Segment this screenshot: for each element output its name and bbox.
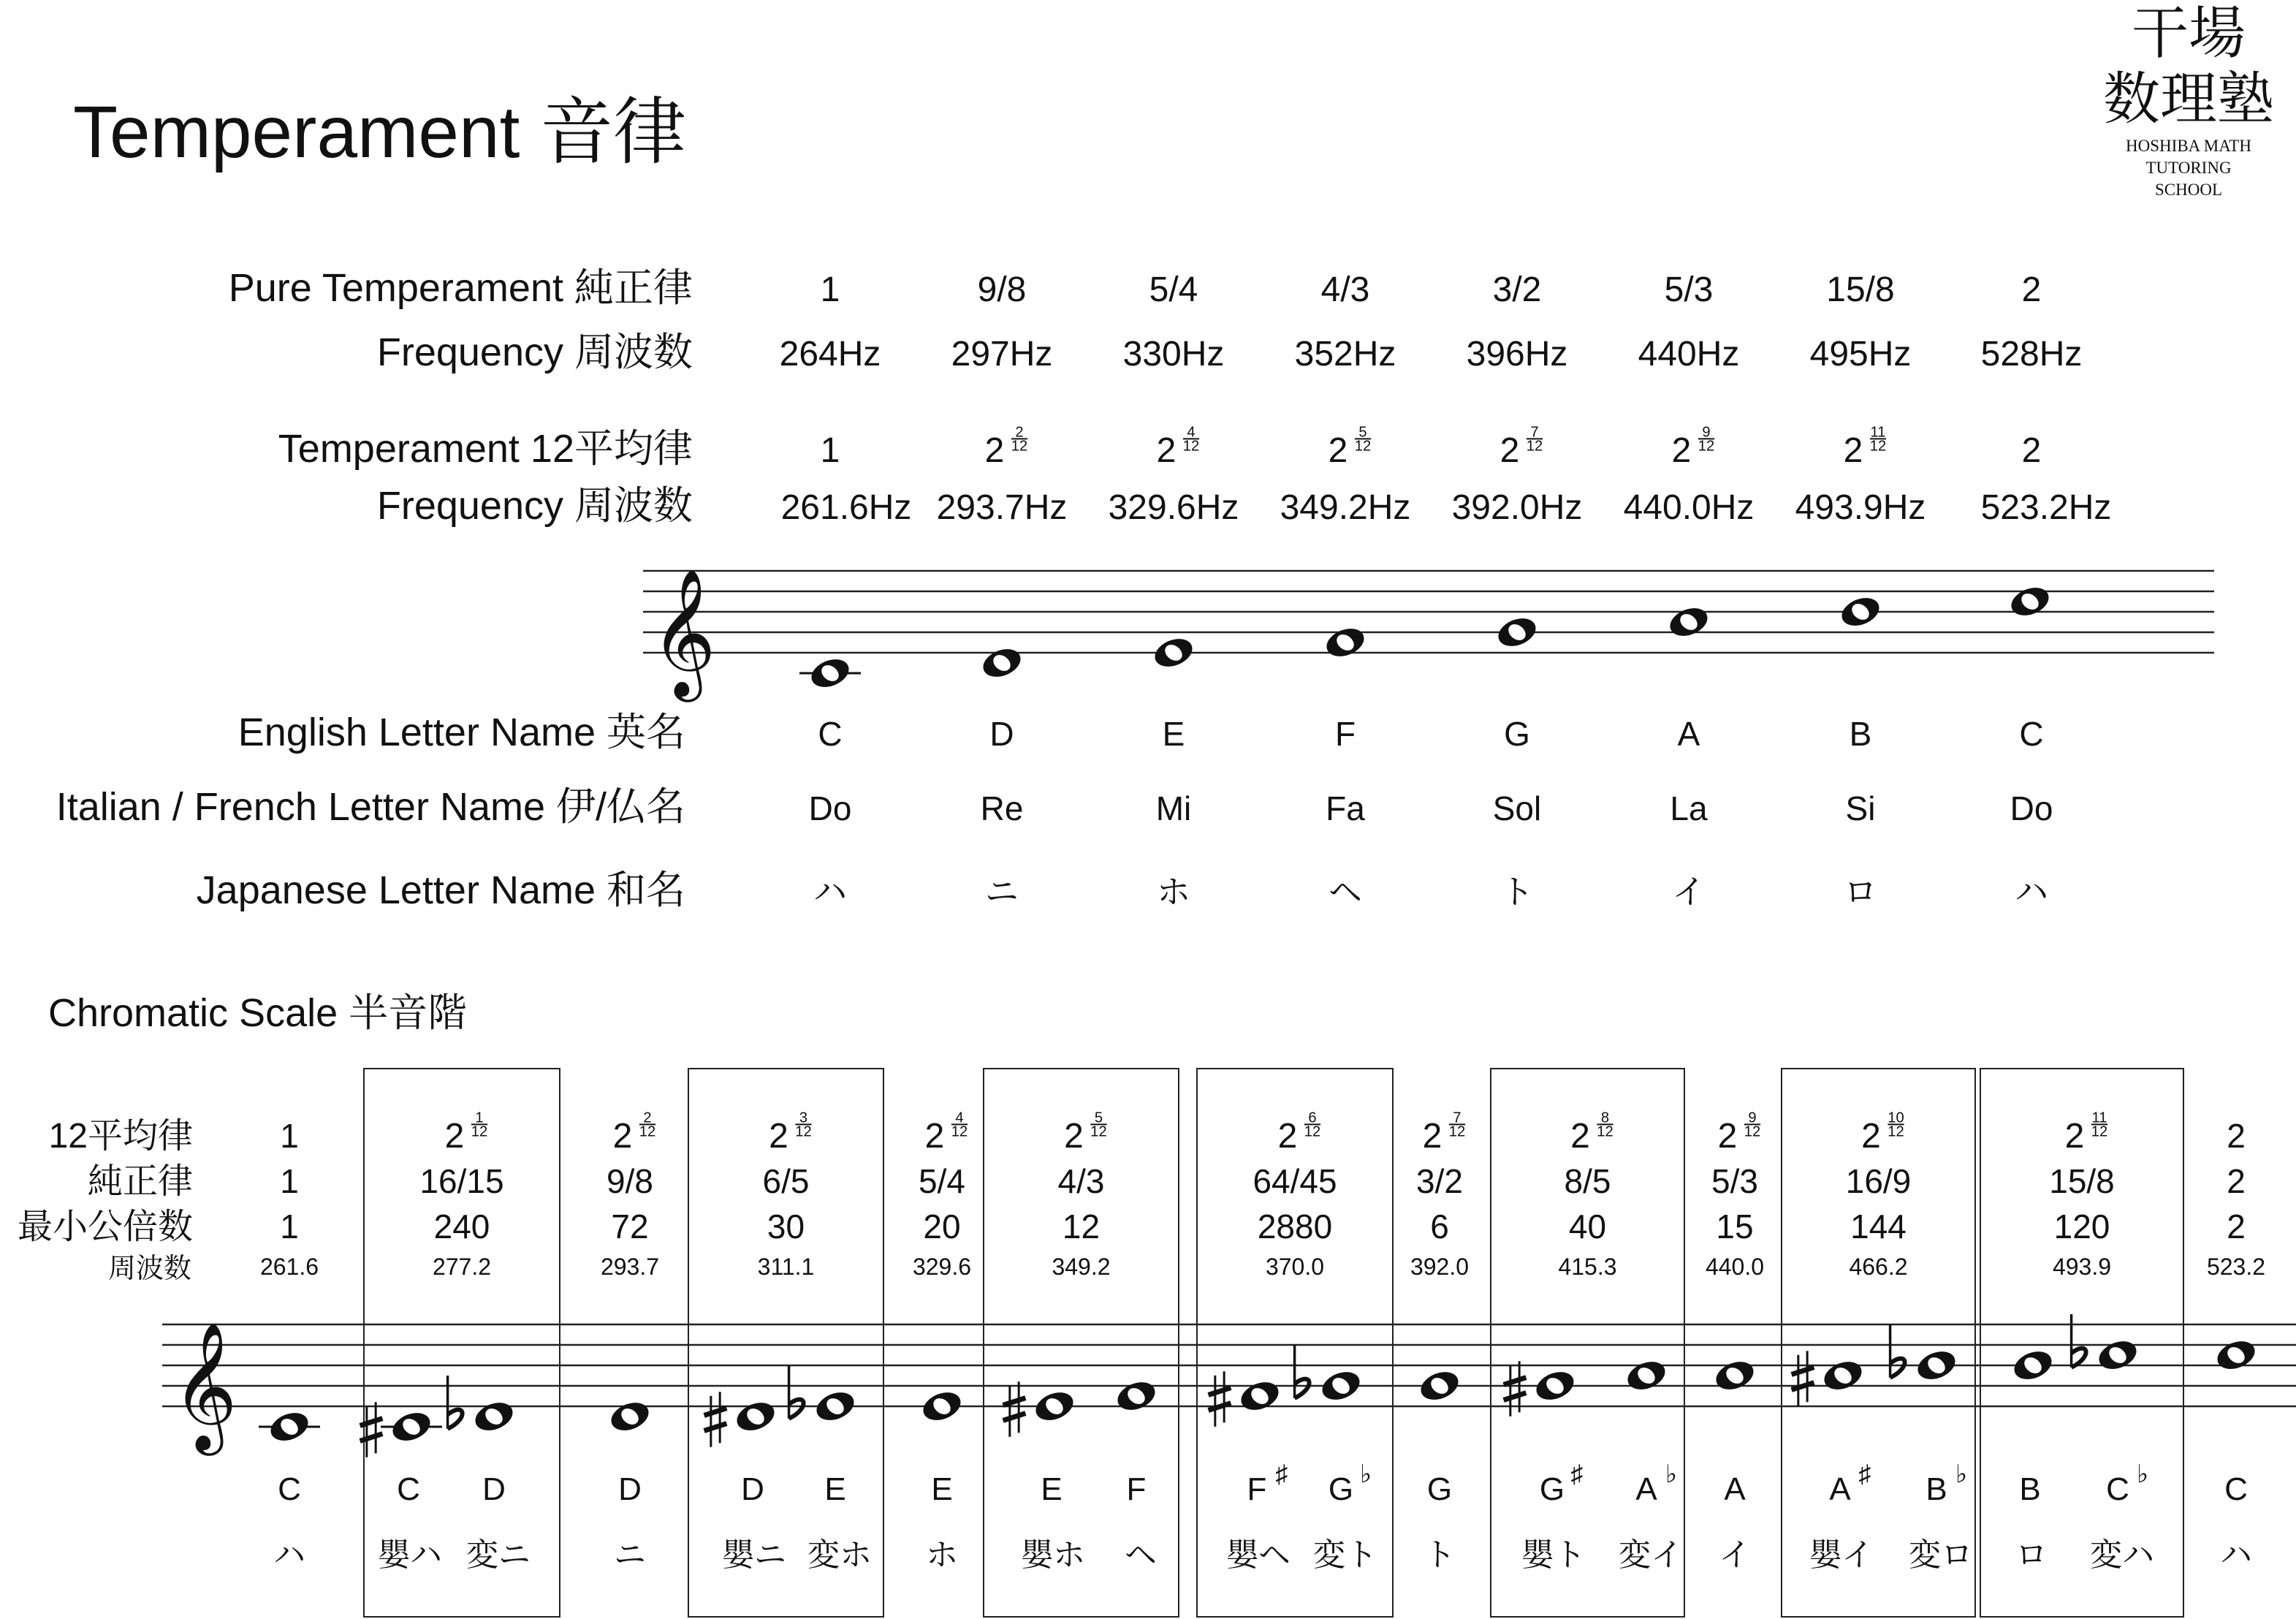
chromatic-col-4-equal-power <box>769 1110 812 1156</box>
chromatic-col-1-freq: 261.6 <box>259 1254 319 1280</box>
chromatic-col-11-sharp-icon-bar1 <box>1792 1368 1814 1375</box>
label-english-name: English Letter Name 英名 <box>237 710 685 754</box>
major-col-3-english: E <box>1162 715 1185 753</box>
chromatic-col-8-pure-ratio: 3/2 <box>1416 1162 1463 1200</box>
chromatic-col-9-note-1 <box>1532 1367 1578 1405</box>
logo-line1: 干場 <box>2131 1 2246 65</box>
chromatic-col-2-equal-power-exp-den: 12 <box>471 1123 488 1140</box>
major-col-1-english: C <box>818 715 843 753</box>
chromatic-col-6-freq: 349.2 <box>1052 1254 1111 1280</box>
major-col-5-pure-ratio: 3/2 <box>1492 270 1542 309</box>
label-pure-temperament: Pure Temperament 純正律 <box>228 266 693 310</box>
chromatic-col-13-lcm: 2 <box>2227 1207 2246 1245</box>
chromatic-col-4-sharp-icon <box>704 1392 727 1447</box>
chromatic-col-7-equal-power <box>1278 1110 1321 1156</box>
chromatic-col-10-freq: 440.0 <box>1705 1254 1765 1280</box>
chromatic-col-10-note-1 <box>1712 1357 1757 1395</box>
chromatic-col-11-english-acc-2: ♭ <box>1955 1460 1968 1488</box>
major-col-3-equal-power-base: 2 <box>1156 431 1176 470</box>
chromatic-col-8-lcm: 6 <box>1430 1207 1449 1245</box>
chromatic-col-3-equal-power-base: 2 <box>612 1117 633 1156</box>
major-col-5-equal-power-exp-num: 7 <box>1530 424 1539 441</box>
chromatic-boxes <box>364 1069 2183 1617</box>
chromatic-col-7-english-acc-2: ♭ <box>1359 1460 1372 1488</box>
label-japanese-name: Japanese Letter Name 和名 <box>196 868 685 912</box>
chromatic-col-12-equal-power-exp-num: 11 <box>2091 1110 2107 1126</box>
label-frequency: Frequency 周波数 <box>376 330 693 374</box>
major-col-1-equal-freq: 261.6Hz <box>780 488 912 527</box>
chromatic-col-2-note-2 <box>471 1398 517 1436</box>
logo-sub3: SCHOOL <box>2154 181 2223 199</box>
chromatic-col-11-sharp-icon <box>1792 1351 1814 1406</box>
chromatic-col-2-flat-icon-bowl <box>448 1410 463 1429</box>
chromatic-col-12-flat-icon <box>2072 1314 2086 1368</box>
chromatic-col-4-equal-power-exp-num: 3 <box>799 1110 808 1126</box>
major-col-8-japanese: ハ <box>2015 873 2048 911</box>
chromatic-col-6-sharp-icon-bar2 <box>1003 1414 1026 1421</box>
chromatic-col-10-equal-power <box>1718 1110 1761 1156</box>
chromatic-col-9-lcm: 40 <box>1568 1207 1607 1245</box>
chromatic-col-5-lcm: 20 <box>923 1207 961 1245</box>
chromatic-col-13-pure-ratio: 2 <box>2227 1162 2246 1200</box>
chromatic-col-12-note-1 <box>2010 1346 2056 1384</box>
major-note-7 <box>1838 593 1883 631</box>
chromatic-col-9-sharp-icon-bar2 <box>1504 1393 1527 1400</box>
major-col-2-equal-power-exp-den: 12 <box>1011 438 1028 455</box>
major-col-2-japanese: ニ <box>985 873 1019 911</box>
major-col-3-japanese: ホ <box>1157 873 1190 911</box>
chromatic-col-12-pure-ratio: 15/8 <box>2049 1162 2115 1200</box>
chromatic-col-8-english-1: G <box>1426 1471 1453 1507</box>
chromatic-col-10-lcm: 15 <box>1716 1207 1754 1245</box>
chromatic-col-7-freq: 370.0 <box>1265 1254 1325 1280</box>
major-col-6-equal-freq: 440.0Hz <box>1623 488 1755 527</box>
major-col-1-equal-value: 1 <box>820 431 840 470</box>
chromatic-col-4-equal-power-base: 2 <box>769 1117 788 1156</box>
chromatic-col-7-sharp-icon-bar2 <box>1209 1403 1231 1411</box>
major-col-6-equal-power-base: 2 <box>1671 431 1692 470</box>
chromatic-col-11-pure-ratio: 16/9 <box>1845 1162 1912 1200</box>
label-frequency-2: Frequency 周波数 <box>376 484 693 528</box>
major-col-1-pure-freq: 264Hz <box>779 335 881 374</box>
chromatic-col-11-equal-power-exp-den: 12 <box>1888 1123 1904 1140</box>
chromatic-col-9-note-2 <box>1624 1357 1669 1395</box>
chromatic-col-4-equal-power-exp-den: 12 <box>795 1123 812 1140</box>
chromatic-col-1-note-1 <box>267 1408 312 1446</box>
major-col-7-english: B <box>1849 715 1872 753</box>
major-col-7-italian: Si <box>1845 789 1876 827</box>
chromatic-col-12-equal-power-base: 2 <box>2064 1117 2085 1156</box>
major-col-3-pure-freq: 330Hz <box>1122 335 1225 374</box>
chromatic-col-5-equal-power-base: 2 <box>924 1117 945 1156</box>
chromatic-col-7-equal-power-exp-den: 12 <box>1304 1123 1321 1140</box>
chromatic-col-7-japanese-2: 変ト <box>1313 1537 1377 1573</box>
chromatic-col-1-pure-ratio: 1 <box>280 1162 299 1200</box>
logo-sub1: HOSHIBA MATH <box>2126 137 2251 155</box>
chromatic-col-4-english-1: D <box>741 1471 764 1507</box>
chromatic-col-8-japanese-1: ト <box>1423 1537 1456 1573</box>
chromatic-col-7-lcm: 2880 <box>1257 1207 1333 1245</box>
treble-clef-icon: 𝄞 <box>650 571 716 694</box>
major-col-1-pure-ratio: 1 <box>820 270 840 309</box>
chromatic-col-7-pure-ratio: 64/45 <box>1252 1162 1337 1200</box>
major-col-3-italian: Mi <box>1155 789 1192 827</box>
chromatic-col-7-english-acc-1: ♯ <box>1275 1460 1288 1488</box>
chromatic-heading: Chromatic Scale 半音階 <box>48 991 468 1035</box>
major-col-2-equal-power-exp-num: 2 <box>1015 424 1024 441</box>
major-col-4-equal-power <box>1328 424 1372 470</box>
major-col-3-equal-power <box>1157 424 1200 470</box>
chromatic-col-7-japanese-1: 嬰ヘ <box>1226 1537 1290 1573</box>
chromatic-col-2-english-2: D <box>482 1471 506 1507</box>
chromatic-col-9-sharp-icon-bar1 <box>1504 1378 1527 1385</box>
chromatic-col-9-sharp-icon <box>1504 1361 1527 1417</box>
major-col-3-pure-ratio: 5/4 <box>1149 270 1198 309</box>
chromatic-col-12-english-2: C <box>2106 1471 2129 1507</box>
chromatic-col-9-equal-power-base: 2 <box>1570 1117 1590 1156</box>
chromatic-col-4-note-1 <box>733 1398 778 1436</box>
chromatic-col-4-pure-ratio: 6/5 <box>762 1162 810 1200</box>
major-col-7-equal-freq: 493.9Hz <box>1795 488 1926 527</box>
label-chromatic-lcm: 最小公倍数 <box>17 1207 193 1246</box>
chromatic-col-11-flat-icon-bowl <box>1890 1359 1905 1378</box>
chromatic-col-13-japanese-1: ハ <box>2220 1537 2252 1573</box>
chromatic-col-4-japanese-1: 嬰ニ <box>722 1537 786 1573</box>
chromatic-col-9-japanese-1: 嬰ト <box>1521 1537 1586 1573</box>
chromatic-col-8-equal-power <box>1423 1110 1466 1156</box>
chromatic-col-2-pure-ratio: 16/15 <box>419 1162 504 1200</box>
major-col-8-italian: Do <box>2010 789 2053 827</box>
chromatic-col-11-sharp-icon-bar2 <box>1792 1383 1814 1390</box>
major-col-4-pure-freq: 352Hz <box>1294 335 1396 374</box>
chromatic-col-5-freq: 329.6 <box>912 1254 972 1280</box>
chromatic-col-11-note-1 <box>1820 1357 1866 1395</box>
major-col-6-pure-freq: 440Hz <box>1638 335 1740 374</box>
major-col-6-pure-ratio: 5/3 <box>1664 270 1714 309</box>
chromatic-col-6-equal-power-exp-num: 5 <box>1094 1110 1103 1126</box>
logo-sub2: TUTORING <box>2145 159 2232 177</box>
chromatic-col-2-equal-power-exp-num: 1 <box>475 1110 484 1126</box>
chromatic-col-4-note-2 <box>813 1387 858 1425</box>
chromatic-col-3-pure-ratio: 9/8 <box>607 1162 653 1200</box>
chromatic-col-5-pure-ratio: 5/4 <box>919 1162 965 1200</box>
label-chromatic-equal: 12平均律 <box>48 1117 193 1156</box>
chromatic-col-9-english-2: A <box>1635 1471 1657 1507</box>
major-col-7-equal-power-base: 2 <box>1843 431 1863 470</box>
major-col-6-japanese: イ <box>1672 873 1706 911</box>
chromatic-col-4-lcm: 30 <box>767 1207 805 1245</box>
chromatic-col-8-equal-power-exp-num: 7 <box>1453 1110 1461 1126</box>
chromatic-col-7-note-2 <box>1318 1367 1364 1405</box>
chromatic-col-13-note-1 <box>2213 1336 2259 1374</box>
chromatic-col-8-equal-power-base: 2 <box>1422 1117 1442 1156</box>
major-col-1-italian: Do <box>808 789 852 827</box>
chromatic-col-11-english-acc-1: ♯ <box>1858 1460 1871 1488</box>
chromatic-col-11-freq: 466.2 <box>1849 1254 1908 1280</box>
major-col-6-equal-power <box>1672 424 1715 470</box>
chromatic-col-11-flat-icon <box>1890 1324 1905 1378</box>
major-col-2-english: D <box>989 715 1014 753</box>
major-col-4-japanese: ヘ <box>1328 873 1362 911</box>
chromatic-col-5-equal-power-exp-den: 12 <box>951 1123 968 1140</box>
major-col-4-pure-ratio: 4/3 <box>1320 270 1370 309</box>
chromatic-col-11-lcm: 144 <box>1850 1207 1907 1245</box>
major-col-8-pure-ratio: 2 <box>2021 270 2042 309</box>
chromatic-col-10-equal-power-exp-num: 9 <box>1748 1110 1757 1126</box>
major-note-6 <box>1666 603 1711 641</box>
major-col-4-italian: Fa <box>1326 789 1365 827</box>
chromatic-col-9-equal-power-exp-num: 8 <box>1600 1110 1610 1126</box>
major-note-8 <box>2007 583 2053 621</box>
logo-line2: 数理塾 <box>2102 67 2275 131</box>
major-col-2-pure-freq: 297Hz <box>951 335 1053 374</box>
chromatic-col-7-equal-power-base: 2 <box>1277 1117 1298 1156</box>
chromatic-col-9-pure-ratio: 8/5 <box>1564 1162 1611 1200</box>
chromatic-col-6-japanese-2: ヘ <box>1125 1537 1157 1573</box>
chromatic-col-10-pure-ratio: 5/3 <box>1711 1162 1758 1200</box>
chromatic-col-7-english-1: F <box>1247 1471 1267 1507</box>
chromatic-col-8-note-1 <box>1417 1367 1462 1405</box>
chromatic-row-labels <box>18 1117 193 1284</box>
chromatic-col-3-lcm: 72 <box>611 1207 649 1245</box>
chromatic-col-5-japanese-1: ホ <box>926 1537 958 1573</box>
major-col-4-equal-power-exp-den: 12 <box>1354 438 1372 455</box>
school-logo <box>2103 1 2274 199</box>
chromatic-col-7-equal-power-exp-num: 6 <box>1308 1110 1317 1126</box>
chromatic-col-13-equal-value: 2 <box>2227 1117 2246 1155</box>
major-col-5-equal-power-base: 2 <box>1499 431 1520 470</box>
chromatic-col-6-pure-ratio: 4/3 <box>1057 1162 1105 1200</box>
chromatic-col-2-equal-power <box>445 1110 488 1156</box>
chromatic-col-9-english-acc-1: ♯ <box>1570 1460 1584 1488</box>
chromatic-col-11-equal-power-exp-num: 10 <box>1888 1110 1904 1126</box>
chromatic-col-8-equal-power-exp-den: 12 <box>1448 1123 1466 1140</box>
chromatic-col-6-equal-power-base: 2 <box>1064 1117 1084 1156</box>
chromatic-col-3-freq: 293.7 <box>600 1254 660 1280</box>
chromatic-col-7-note-1 <box>1237 1377 1282 1415</box>
label-chromatic-freq: 周波数 <box>107 1254 191 1284</box>
major-note-2 <box>979 644 1025 682</box>
chromatic-col-9-english-1: G <box>1539 1471 1565 1507</box>
chromatic-col-1-japanese-1: ハ <box>273 1537 305 1573</box>
major-col-7-equal-power <box>1844 424 1887 470</box>
chromatic-col-9-equal-power <box>1570 1110 1613 1156</box>
major-col-7-pure-ratio: 15/8 <box>1826 270 1895 309</box>
chromatic-col-2-lcm: 240 <box>433 1207 490 1245</box>
major-note-3 <box>1151 634 1196 672</box>
chromatic-col-2-equal-power-base: 2 <box>444 1117 465 1156</box>
major-col-3-equal-power-exp-den: 12 <box>1182 438 1200 455</box>
chromatic-col-11-note-2 <box>1914 1346 1959 1384</box>
major-note-1 <box>807 654 853 692</box>
chromatic-col-12-note-2 <box>2095 1336 2140 1374</box>
major-col-2-equal-freq: 293.7Hz <box>936 488 1068 527</box>
major-col-5-equal-power-exp-den: 12 <box>1526 438 1543 455</box>
page-title: Temperament 音律 <box>73 91 687 173</box>
chromatic-col-3-equal-power-exp-num: 2 <box>643 1110 652 1126</box>
major-scale-staff <box>643 571 2214 702</box>
chromatic-col-4-english-2: E <box>824 1471 846 1507</box>
major-col-5-equal-power <box>1500 424 1543 470</box>
major-col-7-equal-power-exp-den: 12 <box>1869 438 1887 455</box>
major-col-6-italian: La <box>1670 789 1708 827</box>
chromatic-col-1-english-1: C <box>278 1471 301 1507</box>
chromatic-col-2-japanese-2: 変ニ <box>466 1537 531 1573</box>
major-col-6-equal-power-exp-den: 12 <box>1698 438 1715 455</box>
major-col-3-equal-power-exp-num: 4 <box>1187 424 1195 441</box>
major-col-4-equal-power-base: 2 <box>1328 431 1348 470</box>
chromatic-col-4-freq: 311.1 <box>757 1254 815 1280</box>
chromatic-col-6-english-2: F <box>1126 1471 1147 1507</box>
chromatic-col-6-sharp-icon-bar1 <box>1003 1398 1026 1406</box>
major-col-2-pure-ratio: 9/8 <box>977 270 1027 309</box>
chromatic-col-9-freq: 415.3 <box>1558 1254 1617 1280</box>
treble-clef-icon: 𝄞 <box>172 1324 237 1448</box>
major-note-5 <box>1494 613 1540 651</box>
chromatic-col-2-japanese-1: 嬰ハ <box>378 1537 442 1573</box>
major-col-7-pure-freq: 495Hz <box>1809 335 1912 374</box>
chromatic-col-6-note-2 <box>1114 1377 1159 1415</box>
chromatic-col-11-japanese-2: 変ロ <box>1909 1537 1973 1573</box>
chromatic-col-3-english-1: D <box>618 1471 642 1507</box>
chromatic-col-2-flat-icon <box>448 1376 463 1429</box>
chromatic-col-12-japanese-2: 変ハ <box>2090 1537 2154 1573</box>
chromatic-col-7-sharp-icon-bar1 <box>1209 1388 1231 1395</box>
major-col-8-equal-value: 2 <box>2021 431 2042 470</box>
major-col-4-equal-freq: 349.2Hz <box>1280 488 1411 527</box>
chromatic-col-6-sharp-icon <box>1003 1381 1026 1437</box>
major-col-8-equal-freq: 523.2Hz <box>1980 488 2112 527</box>
major-col-5-japanese: ト <box>1500 873 1534 911</box>
chromatic-col-7-sharp-icon <box>1209 1371 1231 1427</box>
chromatic-col-10-english-1: A <box>1724 1471 1746 1507</box>
chromatic-col-4-japanese-2: 変ホ <box>807 1537 872 1573</box>
chromatic-col-9-english-acc-2: ♭ <box>1665 1460 1678 1488</box>
chromatic-col-11-english-1: A <box>1829 1471 1851 1507</box>
major-col-4-equal-power-exp-num: 5 <box>1358 424 1367 441</box>
chromatic-col-12-english-acc-2: ♭ <box>2136 1460 2149 1488</box>
chromatic-col-5-english-1: E <box>931 1471 953 1507</box>
chromatic-col-4-flat-icon <box>789 1365 804 1419</box>
chromatic-col-12-equal-power <box>2065 1110 2108 1156</box>
chromatic-col-3-japanese-1: ニ <box>614 1537 646 1573</box>
chromatic-col-12-english-1: B <box>2019 1471 2041 1507</box>
chromatic-col-5-equal-power-exp-num: 4 <box>955 1110 964 1126</box>
chromatic-col-6-equal-power <box>1064 1110 1107 1156</box>
major-row-labels <box>56 266 693 912</box>
chromatic-col-8-freq: 392.0 <box>1410 1254 1470 1280</box>
major-col-5-pure-freq: 396Hz <box>1466 335 1568 374</box>
label-chromatic-pure: 純正律 <box>87 1162 193 1201</box>
chromatic-col-1-lcm: 1 <box>280 1207 299 1245</box>
major-col-2-equal-power-base: 2 <box>984 431 1005 470</box>
chromatic-col-6-lcm: 12 <box>1062 1207 1101 1245</box>
chromatic-col-3-equal-power-exp-den: 12 <box>639 1123 656 1140</box>
major-col-2-italian: Re <box>980 789 1024 827</box>
chromatic-col-2-freq: 277.2 <box>432 1254 492 1280</box>
chromatic-col-11-english-2: B <box>1926 1471 1947 1507</box>
chromatic-col-10-equal-power-exp-den: 12 <box>1744 1123 1761 1140</box>
chromatic-col-13-freq: 523.2 <box>2206 1254 2266 1280</box>
chromatic-col-10-japanese-1: イ <box>1719 1537 1751 1573</box>
chromatic-col-12-lcm: 120 <box>2053 1207 2110 1245</box>
major-col-7-equal-power-exp-num: 11 <box>1870 424 1886 441</box>
major-col-6-equal-power-exp-num: 9 <box>1702 424 1711 441</box>
major-col-5-italian: Sol <box>1492 789 1542 827</box>
chromatic-col-4-flat-icon-bowl <box>789 1400 804 1419</box>
chromatic-col-6-japanese-1: 嬰ホ <box>1021 1537 1085 1573</box>
chromatic-col-4-sharp-icon-bar2 <box>704 1424 727 1431</box>
chromatic-col-12-equal-power-exp-den: 12 <box>2091 1123 2108 1140</box>
major-col-8-pure-freq: 528Hz <box>1980 335 2083 374</box>
major-col-5-english: G <box>1504 715 1530 753</box>
chromatic-table <box>260 1110 2265 1573</box>
chromatic-col-3-note-1 <box>607 1398 653 1436</box>
label-italian-name: Italian / French Letter Name 伊/仏名 <box>56 785 685 829</box>
chromatic-col-7-flat-icon-bowl <box>1295 1379 1309 1398</box>
chromatic-col-12-freq: 493.9 <box>2052 1254 2112 1280</box>
chromatic-col-6-equal-power-exp-den: 12 <box>1090 1123 1107 1140</box>
chromatic-col-11-equal-power <box>1861 1110 1904 1156</box>
chromatic-col-5-note-1 <box>919 1387 965 1425</box>
chromatic-col-2-note-1 <box>389 1408 434 1446</box>
major-col-6-english: A <box>1677 715 1700 753</box>
chromatic-col-3-equal-power <box>613 1110 656 1156</box>
chromatic-col-13-english-1: C <box>2224 1471 2248 1507</box>
chromatic-col-6-english-1: E <box>1041 1471 1063 1507</box>
chromatic-col-5-equal-power <box>925 1110 968 1156</box>
major-col-1-japanese: ハ <box>813 873 847 911</box>
chromatic-col-7-flat-icon <box>1295 1345 1309 1398</box>
major-col-8-english: C <box>2019 715 2044 753</box>
chromatic-col-7-english-2: G <box>1328 1471 1354 1507</box>
major-col-7-japanese: ロ <box>1844 873 1877 911</box>
chromatic-col-10-equal-power-base: 2 <box>1717 1117 1738 1156</box>
chromatic-col-9-japanese-2: 変イ <box>1619 1537 1683 1573</box>
chromatic-col-12-japanese-1: ロ <box>2015 1537 2048 1573</box>
major-note-4 <box>1323 623 1368 661</box>
major-col-3-equal-freq: 329.6Hz <box>1108 488 1239 527</box>
chromatic-col-1-equal-value: 1 <box>280 1117 299 1155</box>
chromatic-col-2-english-1: C <box>397 1471 420 1507</box>
chromatic-col-11-equal-power-base: 2 <box>1861 1117 1881 1156</box>
major-col-5-equal-freq: 392.0Hz <box>1451 488 1583 527</box>
major-col-4-english: F <box>1334 715 1356 753</box>
label-equal-temperament: Temperament 12平均律 <box>278 427 693 471</box>
chromatic-col-11-japanese-1: 嬰イ <box>1809 1537 1874 1573</box>
chromatic-col-4-sharp-icon-bar1 <box>704 1408 727 1416</box>
chromatic-col-9-equal-power-exp-den: 12 <box>1597 1123 1613 1140</box>
major-col-2-equal-power <box>985 424 1028 470</box>
chromatic-col-6-note-1 <box>1032 1387 1077 1425</box>
